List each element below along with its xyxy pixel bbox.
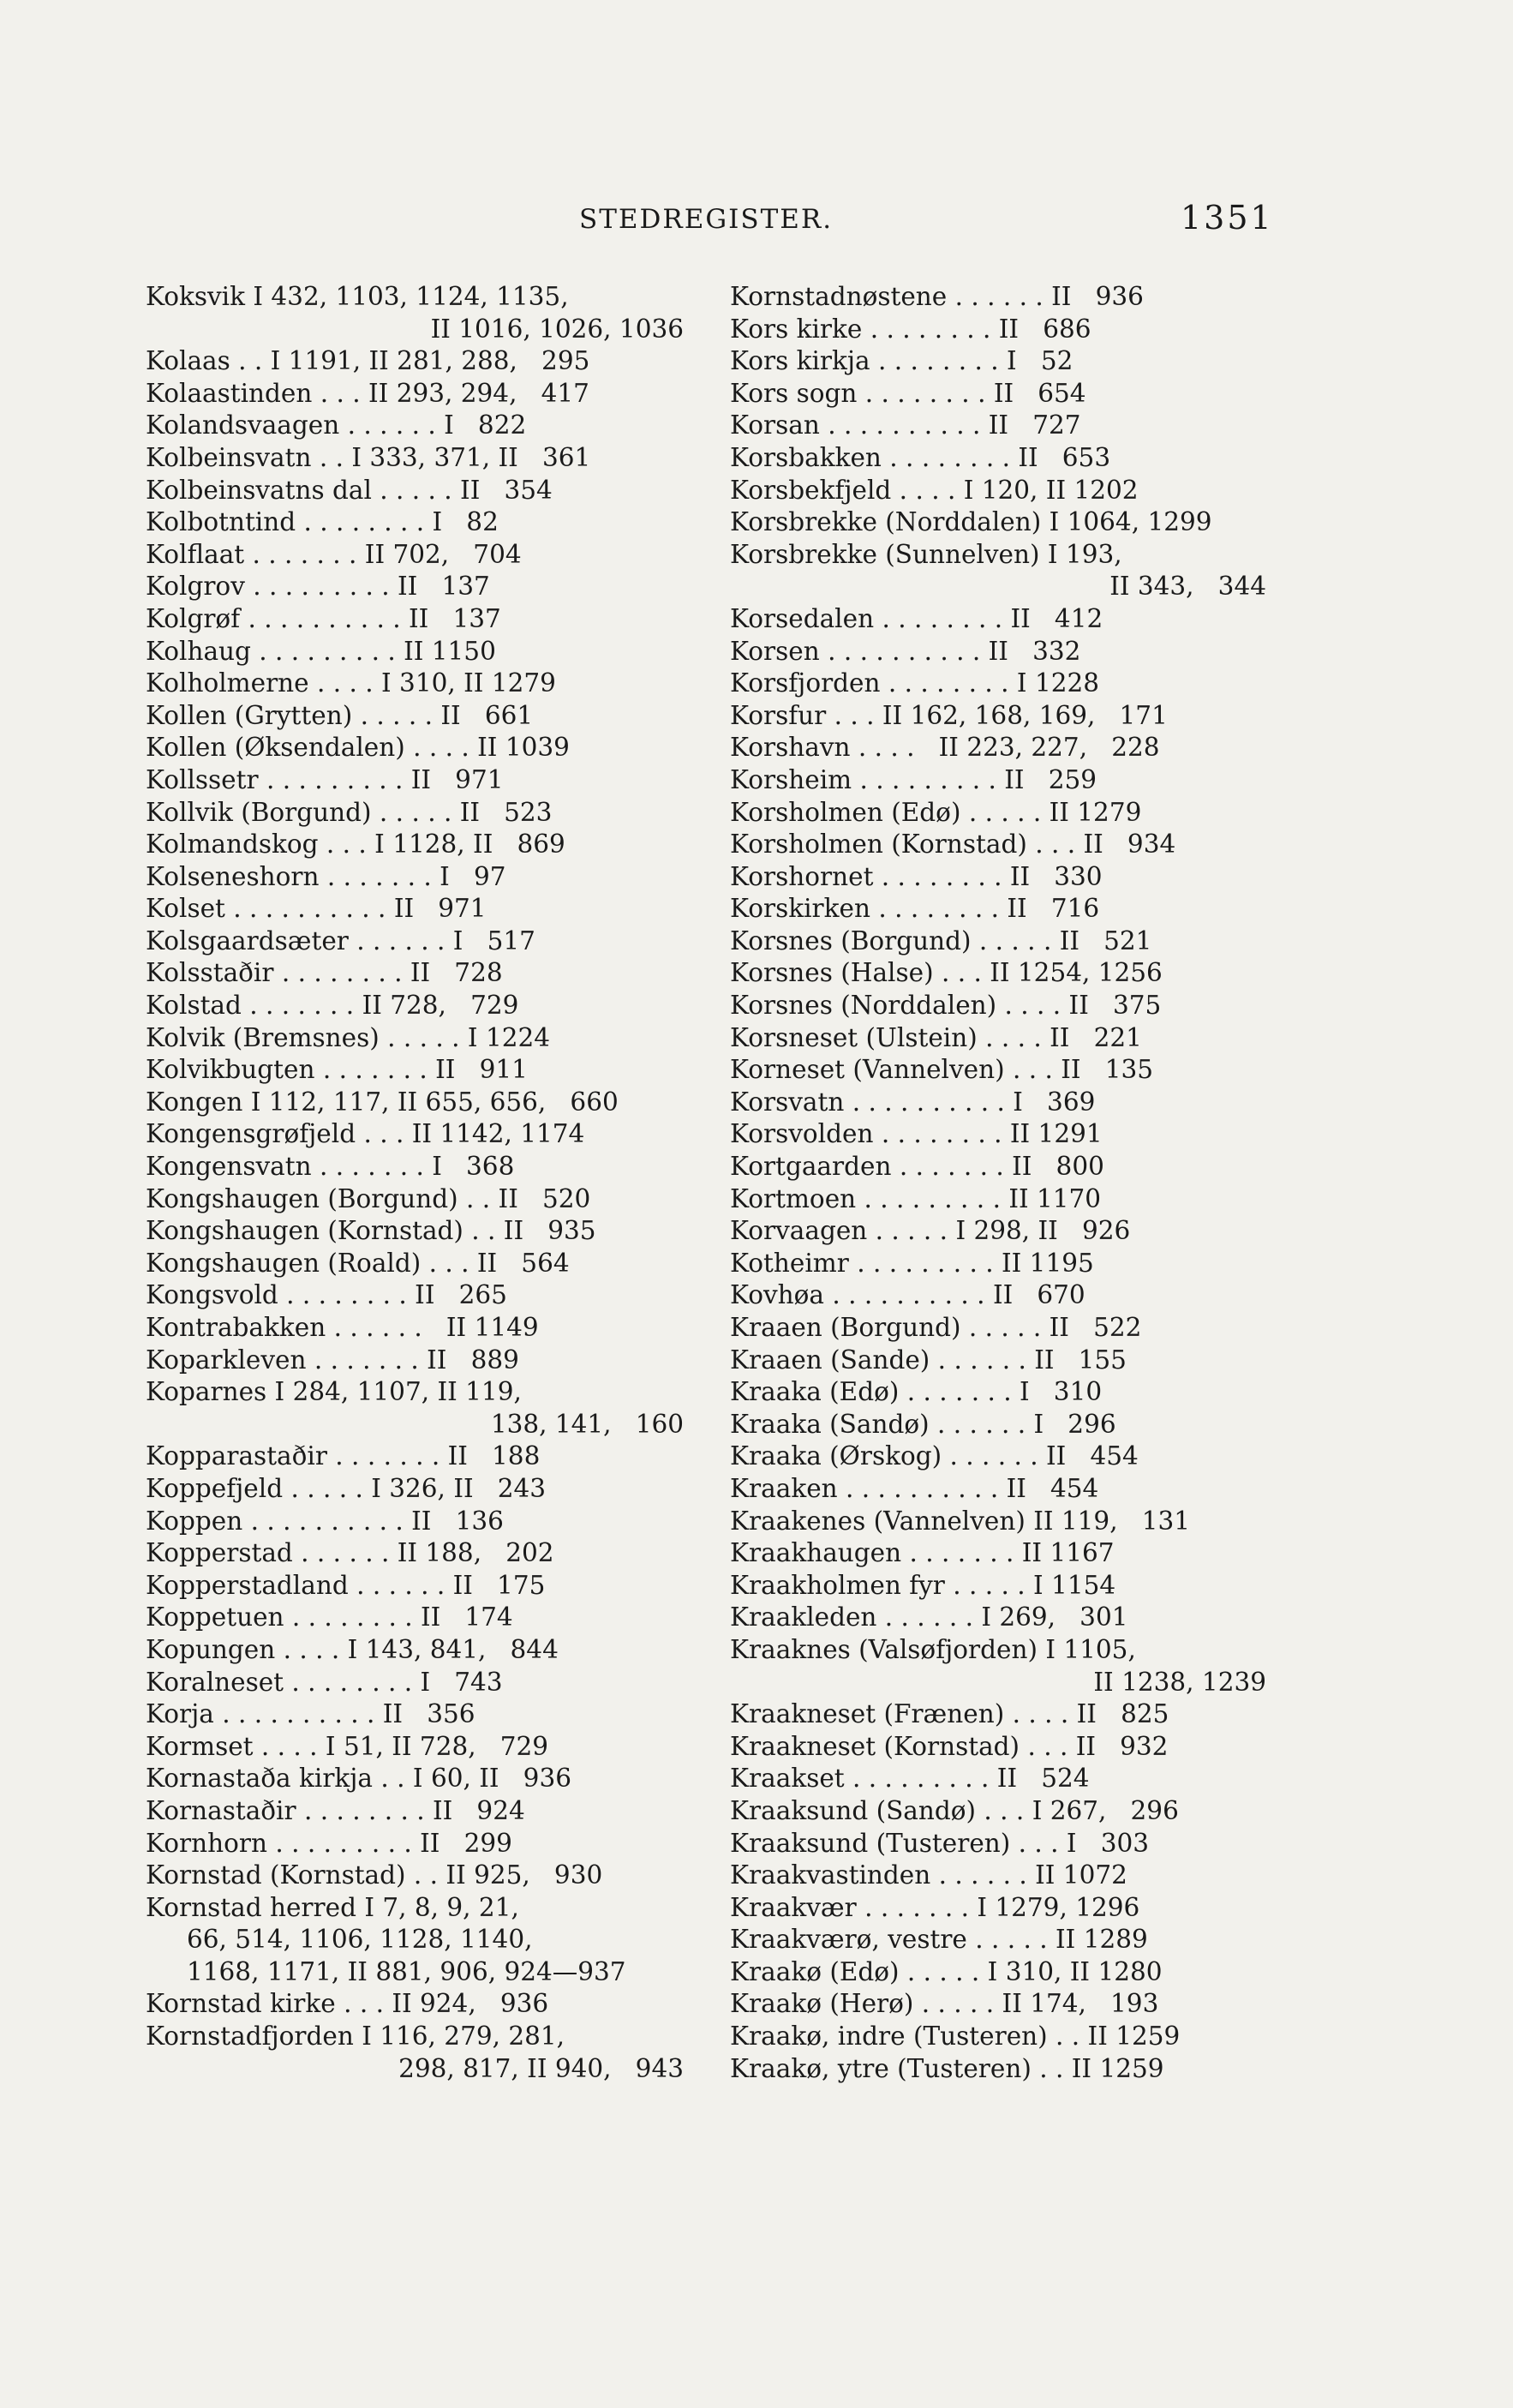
index-entry: 1168, 1171, II 881, 906, 924—937 <box>187 1956 626 1986</box>
index-entry: Kornstadfjorden I 116, 279, 281, <box>146 2022 565 2052</box>
index-entry: Kraakværø, vestre . . . . . II 1289 <box>730 1925 1148 1955</box>
index-entry: Kolsgaardsæter . . . . . . I 517 <box>146 925 535 955</box>
index-entry: Korvaagen . . . . . I 298, II 926 <box>730 1216 1131 1246</box>
index-entry: Kolbeinsvatn . . I 333, 371, II 361 <box>146 442 591 472</box>
index-entry: Kraakvær . . . . . . . I 1279, 1296 <box>730 1892 1140 1922</box>
index-entry: Kraaken . . . . . . . . . . II 454 <box>730 1473 1099 1503</box>
index-entry: Kraakneset (Frænen) . . . . II 825 <box>730 1699 1169 1729</box>
index-entry: Kraakvastinden . . . . . . II 1072 <box>730 1860 1127 1890</box>
index-entry: Kopungen . . . . I 143, 841, 844 <box>146 1634 559 1664</box>
index-entry: Kraakneset (Kornstad) . . . II 932 <box>730 1731 1169 1761</box>
index-entry: Kraakleden . . . . . . I 269, 301 <box>730 1602 1128 1632</box>
index-entry: Korsholmen (Edø) . . . . . II 1279 <box>730 797 1142 827</box>
index-entry: Koparnes I 284, 1107, II 119, <box>146 1377 522 1407</box>
index-entry: Kraaka (Edø) . . . . . . . I 310 <box>730 1377 1103 1407</box>
index-entry: Kraakholmen fyr . . . . . I 1154 <box>730 1570 1116 1600</box>
index-entry: Kormset . . . . I 51, II 728, 729 <box>146 1731 549 1761</box>
index-entry: Koppetuen . . . . . . . . II 174 <box>146 1602 513 1632</box>
index-entry: Kraakø, ytre (Tusteren) . . II 1259 <box>730 2053 1164 2083</box>
index-entry: Kraaksund (Sandø) . . . I 267, 296 <box>730 1795 1179 1825</box>
index-entry: Kolaas . . I 1191, II 281, 288, 295 <box>146 346 590 376</box>
index-entry: Korsvatn . . . . . . . . . . I 369 <box>730 1087 1096 1117</box>
index-entry: Kors kirkja . . . . . . . . I 52 <box>730 346 1073 376</box>
index-entry: Kolbeinsvatns dal . . . . . II 354 <box>146 475 553 505</box>
index-entry: Kolset . . . . . . . . . . II 971 <box>146 894 487 924</box>
index-entry: Kopparastaðir . . . . . . . II 188 <box>146 1441 541 1471</box>
index-entry: Korsen . . . . . . . . . . II 332 <box>730 636 1081 666</box>
index-entry: II 1238, 1239 <box>1093 1667 1266 1697</box>
index-entry: Korsholmen (Kornstad) . . . II 934 <box>730 830 1176 860</box>
index-entry: Korsfur . . . II 162, 168, 169, 171 <box>730 700 1168 730</box>
index-entry: Kolaastinden . . . II 293, 294, 417 <box>146 378 589 408</box>
index-entry: Koppefjeld . . . . . I 326, II 243 <box>146 1473 547 1503</box>
index-entry: Kolbotntind . . . . . . . . I 82 <box>146 507 499 537</box>
index-entry: Kongensgrøfjeld . . . II 1142, 1174 <box>146 1119 585 1149</box>
index-entry: Korsbekfjeld . . . . I 120, II 1202 <box>730 475 1139 505</box>
index-entry: Korneset (Vannelven) . . . II 135 <box>730 1055 1153 1085</box>
index-entry: Kors kirke . . . . . . . . II 686 <box>730 314 1091 344</box>
index-entry: Korsneset (Ulstein) . . . . II 221 <box>730 1022 1142 1052</box>
index-entry: Kolholmerne . . . . I 310, II 1279 <box>146 668 556 698</box>
index-entry: Korsnes (Borgund) . . . . . II 521 <box>730 925 1152 955</box>
index-column-right <box>730 281 1266 2085</box>
index-entry: Kopperstadland . . . . . . II 175 <box>146 1570 546 1600</box>
index-entry: Kolseneshorn . . . . . . . I 97 <box>146 861 506 891</box>
index-entry: Korsan . . . . . . . . . . II 727 <box>730 410 1081 440</box>
index-entry: Kolandsvaagen . . . . . . I 822 <box>146 410 527 440</box>
index-entry: Korsbrekke (Norddalen) I 1064, 1299 <box>730 507 1212 537</box>
index-entry: Kornhorn . . . . . . . . . II 299 <box>146 1828 512 1858</box>
index-entry: Kolstad . . . . . . . II 728, 729 <box>146 991 519 1021</box>
index-entry: Kolvik (Bremsnes) . . . . . I 1224 <box>146 1022 551 1052</box>
index-entry: Kortmoen . . . . . . . . . II 1170 <box>730 1183 1102 1213</box>
index-entry: Kolhaug . . . . . . . . . II 1150 <box>146 636 496 666</box>
index-entry: Kongshaugen (Borgund) . . II 520 <box>146 1183 591 1213</box>
index-entry: Korsvolden . . . . . . . . II 1291 <box>730 1119 1103 1149</box>
index-entry: 138, 141, 160 <box>490 1409 684 1439</box>
index-entry: Kornstad kirke . . . II 924, 936 <box>146 1989 549 2019</box>
index-entry: 298, 817, II 940, 943 <box>398 2053 684 2083</box>
index-entry: Kors sogn . . . . . . . . II 654 <box>730 378 1086 408</box>
page-header <box>0 0 1513 257</box>
index-entry: Kornstad (Kornstad) . . II 925, 930 <box>146 1860 603 1890</box>
index-entry: Kollen (Øksendalen) . . . . II 1039 <box>146 733 570 763</box>
index-entry: Kraaen (Borgund) . . . . . II 522 <box>730 1313 1142 1342</box>
index-entry: Kopperstad . . . . . . II 188, 202 <box>146 1538 554 1568</box>
index-entry: Koparkleven . . . . . . . II 889 <box>146 1345 519 1375</box>
index-entry: Kontrabakken . . . . . . II 1149 <box>146 1313 539 1342</box>
index-entry: Kraaka (Ørskog) . . . . . . II 454 <box>730 1441 1139 1471</box>
index-entry: Kraaka (Sandø) . . . . . . I 296 <box>730 1409 1116 1439</box>
index-entry: 66, 514, 1106, 1128, 1140, <box>187 1925 533 1955</box>
index-column-left <box>146 281 684 2085</box>
index-entry: II 1016, 1026, 1036 <box>430 314 684 344</box>
index-entry: Korsedalen . . . . . . . . II 412 <box>730 603 1103 633</box>
index-entry: Kraakø (Herø) . . . . . II 174, 193 <box>730 1989 1159 2019</box>
index-entry: Korshornet . . . . . . . . II 330 <box>730 861 1103 891</box>
page-number: 1351 <box>1181 199 1274 237</box>
index-entry: Kolgrov . . . . . . . . . II 137 <box>146 572 490 602</box>
index-entry: Korskirken . . . . . . . . II 716 <box>730 894 1100 924</box>
index-entry: Kornastaða kirkja . . I 60, II 936 <box>146 1764 571 1794</box>
index-entry: Kotheimr . . . . . . . . . II 1195 <box>730 1248 1094 1278</box>
index-entry: Kollvik (Borgund) . . . . . II 523 <box>146 797 553 827</box>
index-entry: Korsnes (Halse) . . . II 1254, 1256 <box>730 958 1163 988</box>
index-entry: Kolflaat . . . . . . . II 702, 704 <box>146 539 522 569</box>
index-entry: Korshavn . . . . II 223, 227, 228 <box>730 733 1160 763</box>
index-entry: Korsfjorden . . . . . . . . I 1228 <box>730 668 1100 698</box>
index-entry: Kongen I 112, 117, II 655, 656, 660 <box>146 1087 619 1117</box>
index-entry: II 343, 344 <box>1109 572 1266 602</box>
index-entry: Korsbakken . . . . . . . . II 653 <box>730 442 1111 472</box>
index-entry: Kollssetr . . . . . . . . . II 971 <box>146 764 504 794</box>
index-entry: Koksvik I 432, 1103, 1124, 1135, <box>146 282 569 311</box>
index-entry: Kraaknes (Valsøfjorden) I 1105, <box>730 1634 1136 1664</box>
index-entry: Kollen (Grytten) . . . . . II 661 <box>146 700 534 730</box>
index-entry: Kraakø, indre (Tusteren) . . II 1259 <box>730 2022 1181 2052</box>
index-entry: Kornstadnøstene . . . . . . II 936 <box>730 282 1144 311</box>
index-entry: Kraakø (Edø) . . . . . I 310, II 1280 <box>730 1956 1163 1986</box>
index-entry: Koppen . . . . . . . . . . II 136 <box>146 1506 504 1536</box>
index-entry: Kornastaðir . . . . . . . . II 924 <box>146 1795 525 1825</box>
index-entry: Kraaksund (Tusteren) . . . I 303 <box>730 1828 1150 1858</box>
index-entry: Kraaen (Sande) . . . . . . II 155 <box>730 1345 1127 1375</box>
index-entry: Korsnes (Norddalen) . . . . II 375 <box>730 991 1162 1021</box>
index-entry: Korsheim . . . . . . . . . II 259 <box>730 764 1097 794</box>
index-entry: Kolsstaðir . . . . . . . . II 728 <box>146 958 503 988</box>
index-entry: Kovhøa . . . . . . . . . . II 670 <box>730 1280 1085 1310</box>
page-title: STEDREGISTER. <box>579 204 834 235</box>
index-entry: Kongshaugen (Kornstad) . . II 935 <box>146 1216 596 1246</box>
index-entry: Kraakset . . . . . . . . . II 524 <box>730 1764 1090 1794</box>
index-entry: Kongsvold . . . . . . . . II 265 <box>146 1280 507 1310</box>
index-entry: Kongshaugen (Roald) . . . II 564 <box>146 1248 570 1278</box>
index-entry: Koralneset . . . . . . . . I 743 <box>146 1667 503 1697</box>
index-entry: Kraakenes (Vannelven) II 119, 131 <box>730 1506 1191 1536</box>
index-entry: Kortgaarden . . . . . . . II 800 <box>730 1152 1104 1182</box>
index-entry: Korsbrekke (Sunnelven) I 193, <box>730 539 1122 569</box>
index-entry: Kornstad herred I 7, 8, 9, 21, <box>146 1892 519 1922</box>
index-entry: Kolgrøf . . . . . . . . . . II 137 <box>146 603 501 633</box>
index-entry: Korja . . . . . . . . . . II 356 <box>146 1699 475 1729</box>
index-entry: Kolmandskog . . . I 1128, II 869 <box>146 830 565 860</box>
index-entry: Kraakhaugen . . . . . . . II 1167 <box>730 1538 1115 1568</box>
index-entry: Kongensvatn . . . . . . . I 368 <box>146 1152 515 1182</box>
index-entry: Kolvikbugten . . . . . . . II 911 <box>146 1055 528 1085</box>
